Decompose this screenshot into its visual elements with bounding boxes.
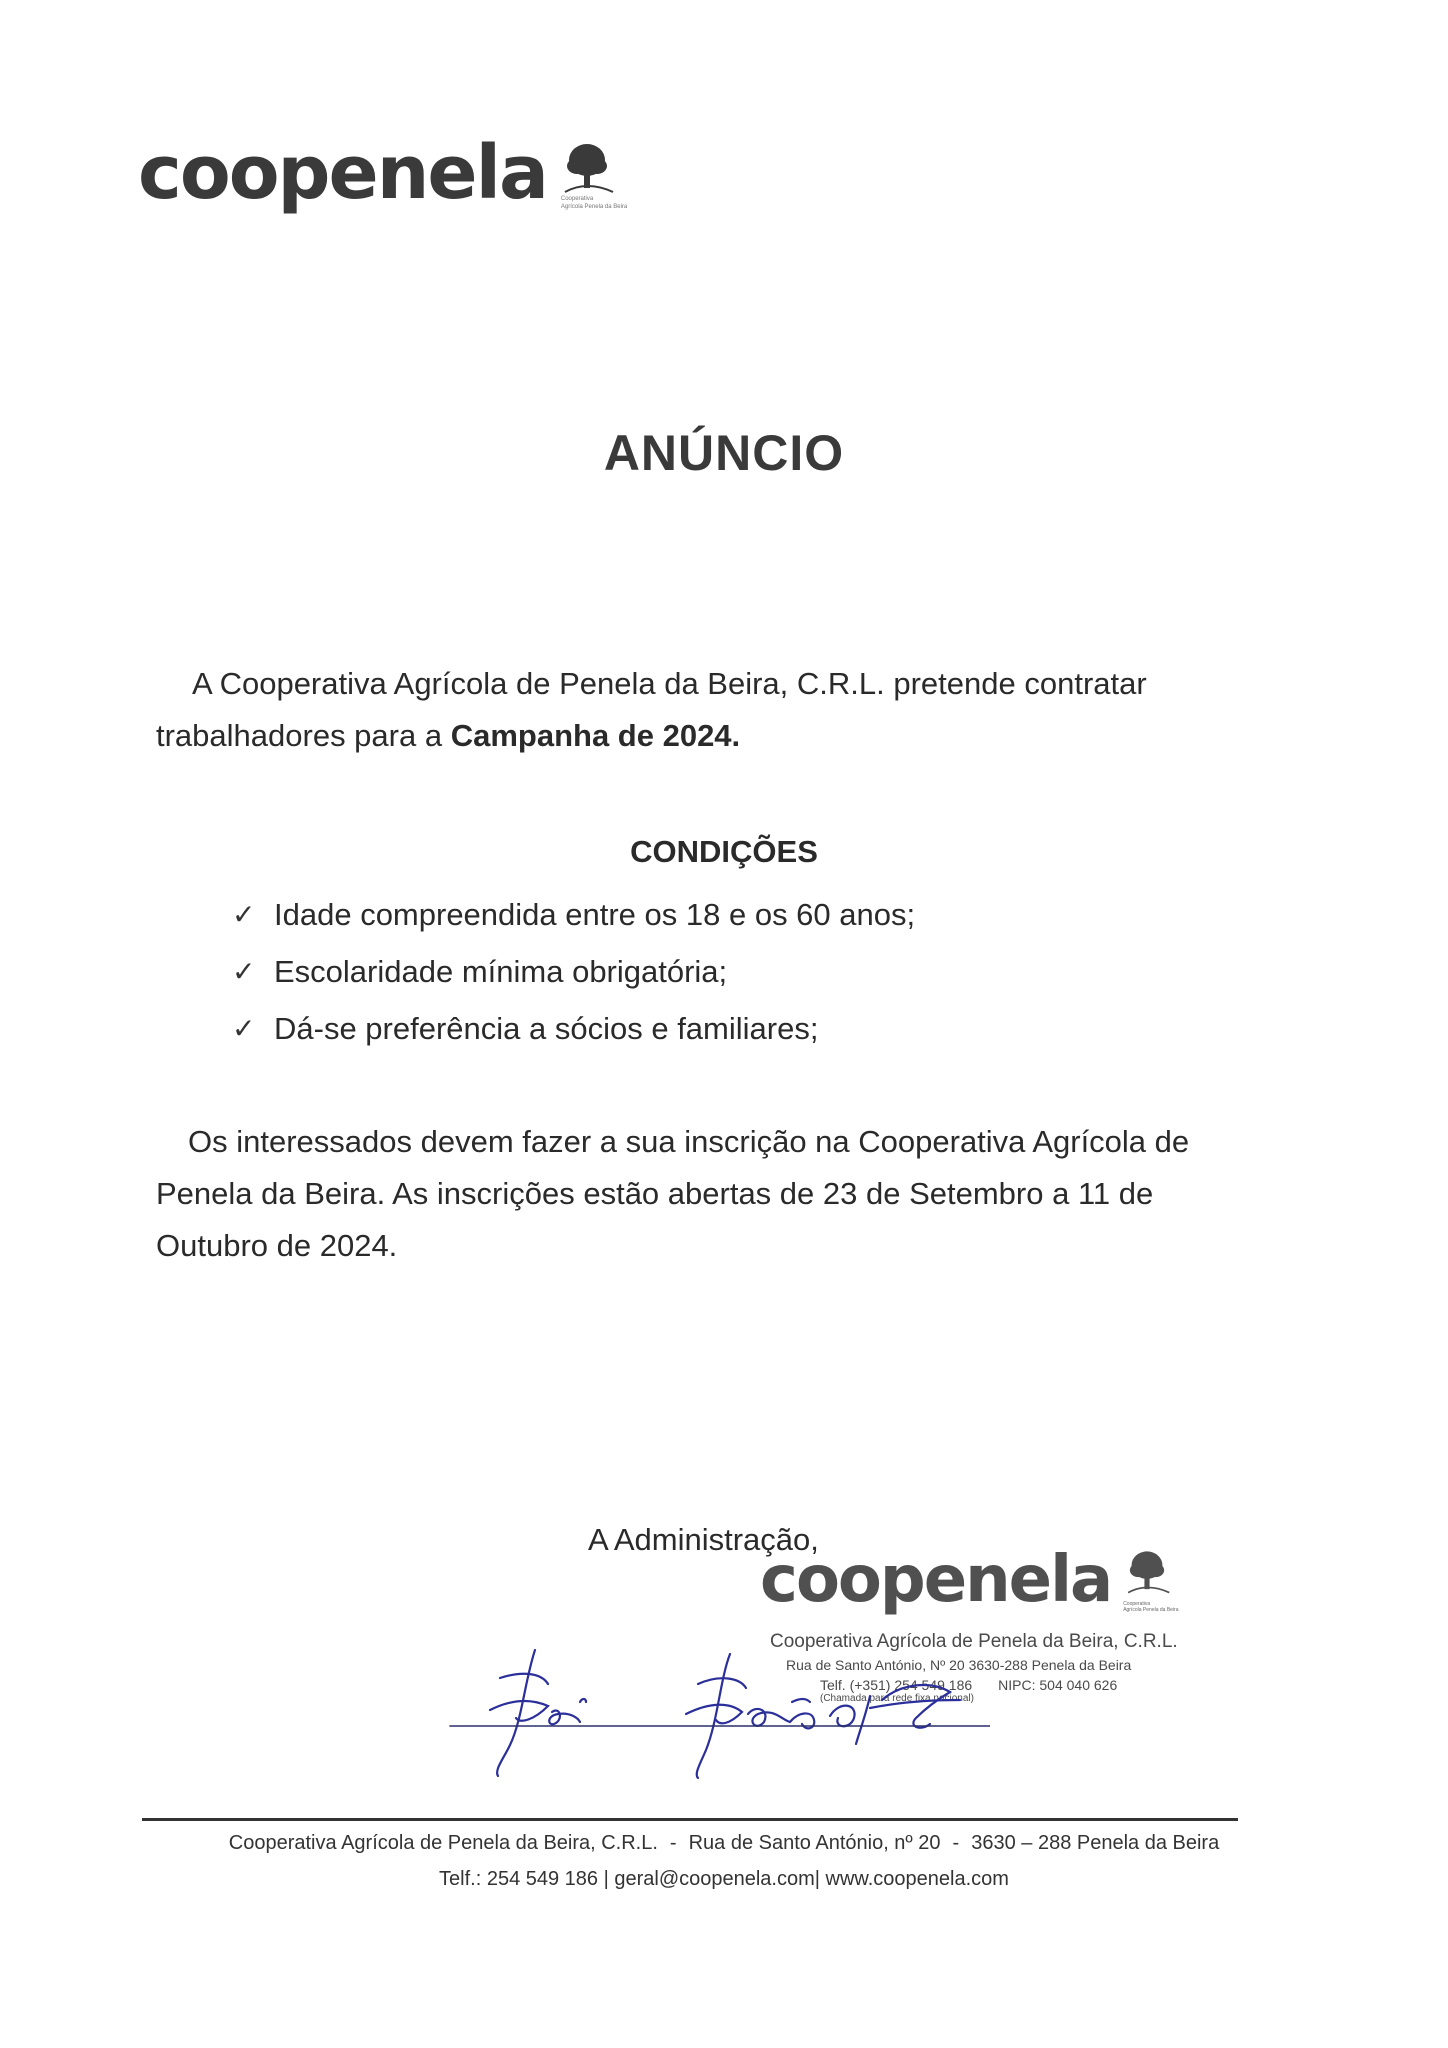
check-icon: ✓ [232,956,256,987]
intro-line-2-text: trabalhadores para a [156,718,451,753]
stamp-mark [1123,1548,1178,1613]
company-logo [138,130,628,216]
condition-text: Escolaridade mínima obrigatória; [274,954,728,989]
footer-address [0,1832,1448,1855]
tree-icon [559,140,615,196]
footer-postal: 3630 – 288 Penela da Beira [971,1832,1220,1854]
signoff-text: A Administração, [588,1522,819,1557]
tree-icon [1123,1548,1171,1596]
conditions-title: CONDIÇÕES [630,834,818,869]
registration-line-2: Penela da Beira. As inscrições estão abertas de 23 de Setembro a 11 de [156,1176,1154,1211]
registration-paragraph [156,1116,1296,1272]
condition-text: Idade compreendida entre os 18 e os 60 anos; [274,897,916,932]
logo-tagline-2: Agrícola Penela da Beira [560,203,628,210]
footer-company: Cooperativa Agrícola de Penela da Beira, C.R.L. [228,1832,658,1854]
stamp-nipc: NIPC: 504 040 626 [998,1677,1118,1693]
check-icon: ✓ [232,899,256,930]
registration-line-1: Os interessados devem fazer a sua inscrição na Cooperativa Agrícola de [188,1124,1190,1159]
footer-divider [142,1818,1238,1821]
list-item [232,943,915,1000]
footer-street: Rua de Santo António, nº 20 [688,1832,941,1854]
check-icon: ✓ [232,1013,256,1044]
registration-line-3: Outubro de 2024. [156,1228,398,1263]
stamp-header [760,1543,1240,1617]
stamp-phone: Telf. (+351) 254 549 186 [820,1677,973,1693]
logo-wordmark: coopenela [138,130,547,216]
stamp-tagline-1: Cooperativa [1123,1601,1151,1607]
footer-separator: - [952,1832,960,1854]
stamp-tagline-2: Agrícola Penela da Beira [1123,1607,1179,1613]
footer-separator: - [669,1832,677,1854]
handwritten-signature [430,1640,990,1790]
campaign-highlight: Campanha de 2024. [450,718,741,753]
stamp-wordmark: coopenela [760,1543,1112,1617]
intro-line-2 [156,710,1296,762]
stamp-company-name: Cooperativa Agrícola de Penela da Beira, C.R.L. [770,1631,1178,1652]
list-item [232,886,915,943]
list-item [232,1000,915,1057]
footer-contacts: Telf.: 254 549 186 | geral@coopenela.com| www.coopenela.com [439,1868,1009,1890]
logo-tagline-1: Cooperativa [560,196,594,202]
intro-line-1: A Cooperativa Agrícola de Penela da Beira, C.R.L. pretende contratar [192,666,1147,701]
stamp-note: (Chamada para rede fixa nacional) [820,1693,974,1704]
stamp-address: Rua de Santo António, Nº 20 3630-288 Penela da Beira [786,1657,1132,1673]
logo-mark [559,140,627,212]
conditions-list [232,886,915,1057]
condition-text: Dá-se preferência a sócios e familiares; [274,1011,819,1046]
page-title: ANÚNCIO [603,425,845,481]
intro-paragraph [156,658,1296,762]
